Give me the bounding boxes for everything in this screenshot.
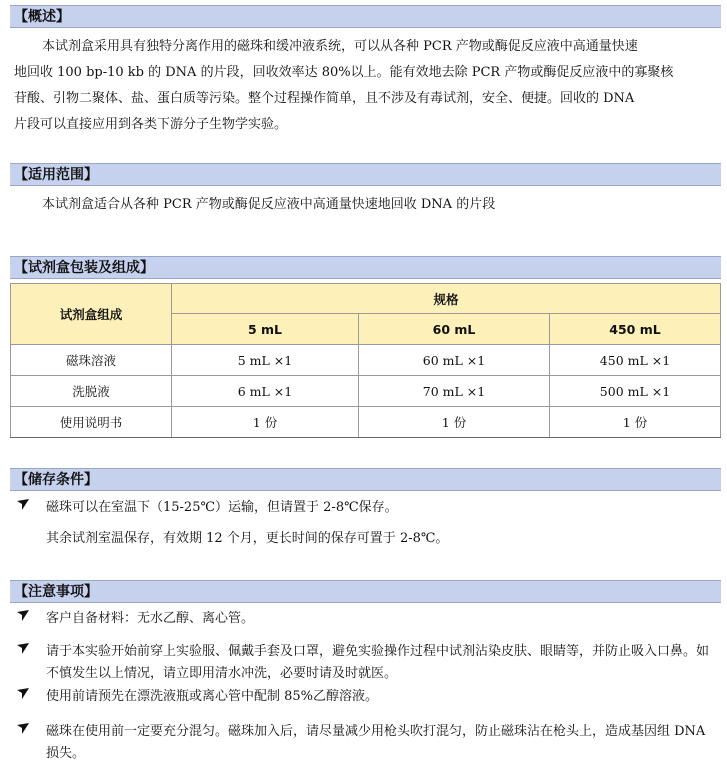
storage-text: 其余试剂室温保存，有效期 12 个月，更长时间的保存可置于 2-8℃。 — [46, 531, 449, 546]
storage-item — [16, 528, 716, 550]
arrow-bullet-icon — [16, 687, 30, 701]
arrow-bullet-icon — [16, 609, 30, 623]
table-row — [11, 407, 721, 438]
storage-item — [16, 497, 716, 519]
note-text: 磁珠在使用前一定要充分混匀。磁珠加入后，请尽量减少用枪头吹打混匀，防止磁珠沾在枪头上，造成基因组 DNA 损失。 — [46, 724, 706, 761]
note-text: 请于本实验开始前穿上实验服、佩戴手套及口罩，避免实验操作过程中试剂沾染皮肤、眼睛等，并防止吸入口鼻。如不慎发生以上情况，请立即用清水冲洗，必要时请及时就医。 — [46, 644, 710, 681]
table-cell: 5 mL ×1 — [172, 345, 359, 376]
storage-text: 磁珠可以在室温下（15-25℃）运输，但请置于 2-8℃保存。 — [46, 500, 398, 515]
overview-line: 片段可以直接应用到各类下游分子生物学实验。 — [14, 117, 288, 132]
arrow-bullet-icon — [16, 498, 30, 512]
size-header: 5 mL — [172, 314, 359, 345]
spec-header: 规格 — [172, 284, 721, 314]
overview-line: 本试剂盒采用具有独特分离作用的磁珠和缓冲液系统，可以从各种 PCR 产物或酶促反应液中高通量快速 — [42, 39, 638, 54]
scope-text: 本试剂盒适合从各种 PCR 产物或酶促反应液中高通量快速地回收 DNA 的片段 — [42, 197, 496, 212]
row-label: 洗脱液 — [11, 376, 172, 407]
row-label: 磁珠溶液 — [11, 345, 172, 376]
size-header: 450 mL — [550, 314, 721, 345]
overview-line: 地回收 100 bp-10 kb 的 DNA 的片段，回收效率达 80%以上。能有效地去除 PCR 产物或酶促反应液中的寡聚核 — [14, 65, 674, 80]
overview-body — [14, 34, 716, 138]
note-item — [16, 721, 716, 765]
table-cell: 1 份 — [359, 407, 550, 438]
storage-heading: 【储存条件】 — [10, 468, 721, 491]
overview-line: 苷酸、引物二聚体、盐、蛋白质等污染。整个过程操作简单，且不涉及有毒试剂，安全、便捷。回收的 DNA — [14, 91, 635, 106]
size-header: 60 mL — [359, 314, 550, 345]
note-item — [16, 686, 716, 708]
scope-heading: 【适用范围】 — [10, 163, 721, 186]
note-item — [16, 641, 716, 685]
table-cell: 1 份 — [172, 407, 359, 438]
kit-table — [10, 283, 721, 438]
kit-heading: 【试剂盒包装及组成】 — [10, 256, 721, 279]
note-text: 客户自备材料：无水乙醇、离心管。 — [46, 611, 255, 626]
arrow-bullet-icon — [16, 722, 30, 736]
table-cell: 60 mL ×1 — [359, 345, 550, 376]
table-row — [11, 376, 721, 407]
arrow-bullet-icon — [16, 642, 30, 656]
table-cell: 500 mL ×1 — [550, 376, 721, 407]
note-item — [16, 608, 716, 630]
table-cell: 70 mL ×1 — [359, 376, 550, 407]
overview-heading: 【概述】 — [10, 5, 721, 28]
row-label: 使用说明书 — [11, 407, 172, 438]
table-cell: 6 mL ×1 — [172, 376, 359, 407]
table-cell: 1 份 — [550, 407, 721, 438]
table-cell: 450 mL ×1 — [550, 345, 721, 376]
note-text: 使用前请预先在漂洗液瓶或离心管中配制 85%乙醇溶液。 — [46, 689, 379, 704]
scope-body — [14, 192, 716, 218]
component-header: 试剂盒组成 — [11, 284, 172, 345]
notes-heading: 【注意事项】 — [10, 580, 721, 603]
table-row — [11, 345, 721, 376]
